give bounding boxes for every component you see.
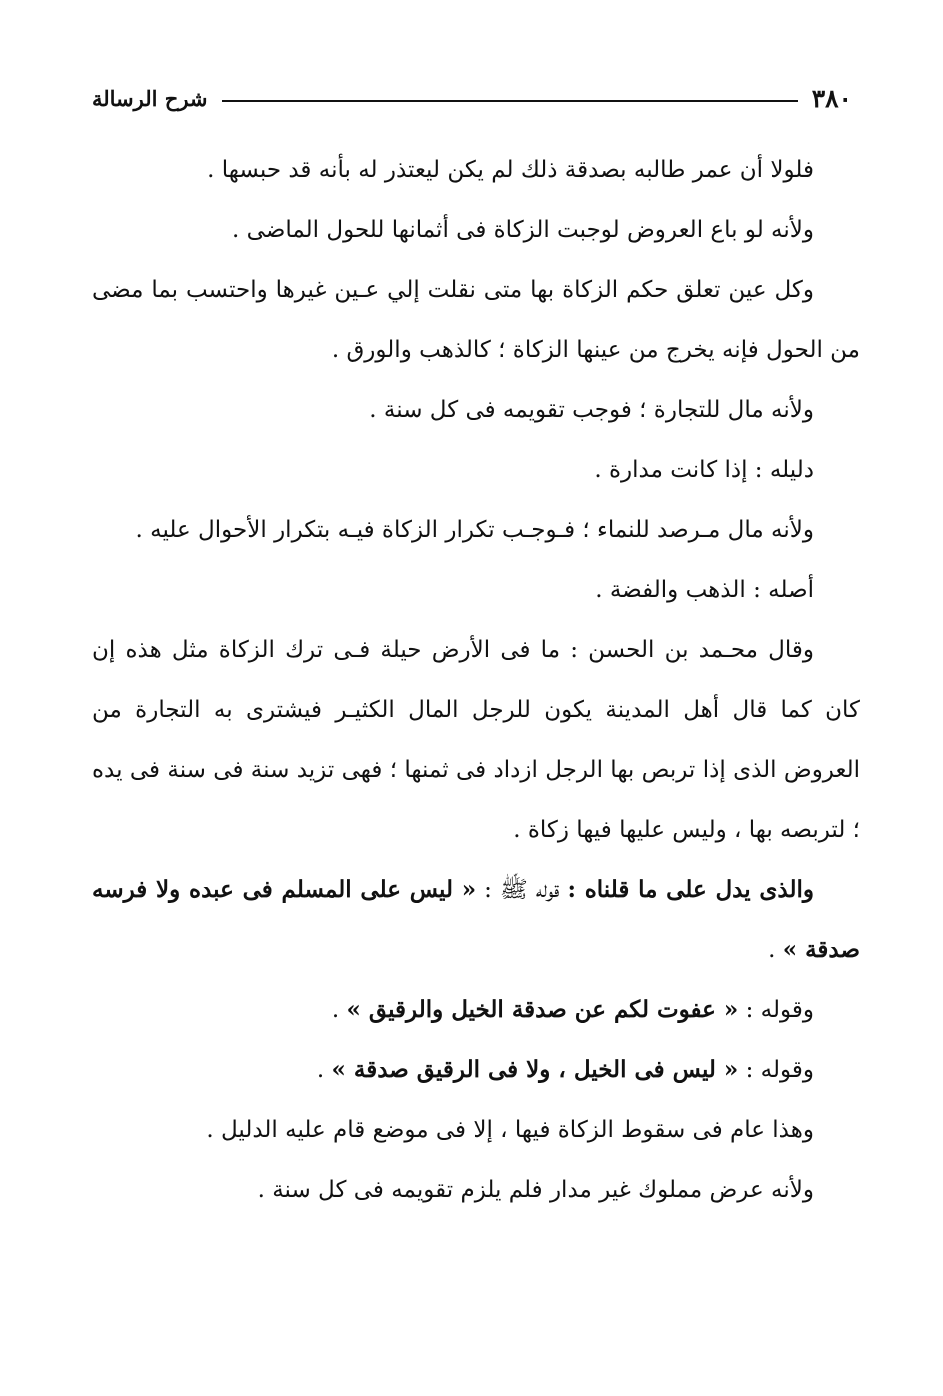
sentence-end: .	[316, 1057, 332, 1083]
header-rule	[222, 100, 798, 102]
hadith-quote: « ليس على المسلم فى عبده ولا فرسه صدقة »	[92, 876, 860, 963]
paragraph: فلولا أن عمر طالبه بصدقة ذلك لم يكن ليعتذر له بأنه قد حبسها .	[207, 157, 814, 183]
paragraph: وكل عين تعلق حكم الزكاة بها متى نقلت إلي عـين غيرها واحتسب بما مضى من الحول فإنه يخرج من عينها الزكاة ؛ كالذهب والورق .	[92, 277, 860, 363]
page-header	[92, 78, 852, 118]
sentence-end: .	[768, 937, 783, 963]
paragraph: ولأنه مال للتجارة ؛ فوجب تقويمه فى كل سنة .	[369, 397, 814, 423]
quote-intro: وقوله :	[738, 1057, 814, 1083]
paragraph: ولأنه مال مـرصد للنماء ؛ فـوجـب تكرار الزكاة فيـه بتكرار الأحوال عليه .	[135, 517, 814, 543]
sentence-end: .	[331, 997, 347, 1023]
page-body	[92, 140, 860, 1220]
hadith-quote: « ليس فى الخيل ، ولا فى الرقيق صدقة »	[331, 1056, 739, 1083]
hadith-paragraph	[92, 860, 860, 980]
paragraph: وقال محـمد بن الحسن : ما فى الأرض حيلة فـى ترك الزكاة مثل هذه إن كان كما قال أهل المدينة يكون للرجل المال الكثيـر فيشترى به التجارة من العروض الذى إذا تربص بها الرجل ازداد فى ثمنها ؛ فهى تزيد سنة فى سنة فى يده ؛ لتربصه بها ، وليس عليها فيها زكاة .	[92, 637, 860, 843]
paragraph: ولأنه عرض مملوك غير مدار فلم يلزم تقويمه فى كل سنة .	[257, 1177, 814, 1203]
paragraph: أصله : الذهب والفضة .	[595, 577, 814, 603]
hadith-quote: « عفوت لكم عن صدقة الخيل والرقيق »	[346, 996, 739, 1023]
lead-bold-text: والذى يدل على ما قلناه :	[567, 876, 814, 903]
paragraph: وهذا عام فى سقوط الزكاة فيها ، إلا فى موضع قام عليه الدليل .	[206, 1117, 814, 1143]
paragraph: ولأنه لو باع العروض لوجبت الزكاة فى أثمانها للحول الماضى .	[232, 217, 814, 243]
attribution-text: قوله ﷺ :	[476, 877, 568, 903]
page-number: ٣٨٠	[811, 83, 852, 113]
hadith-paragraph	[92, 980, 860, 1040]
paragraph: دليله : إذا كانت مدارة .	[594, 457, 814, 483]
quote-intro: وقوله :	[738, 997, 814, 1023]
hadith-paragraph	[92, 1040, 860, 1100]
running-title: شرح الرسالة	[92, 85, 208, 111]
